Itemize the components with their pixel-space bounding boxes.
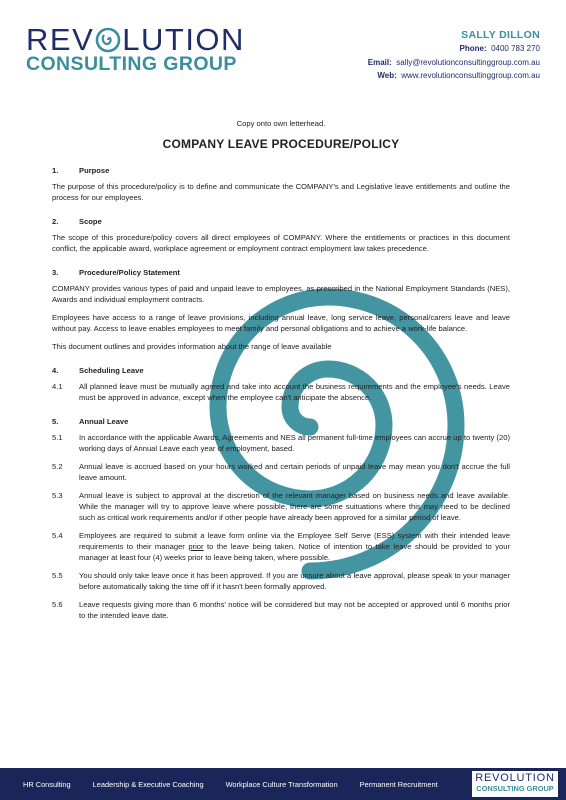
list-item: 5.5 You should only take leave once it has been approved. If you are unsure about a leave approval, please speak to your manager before automatically taking the time off if it hasn't been formally approved. bbox=[52, 571, 510, 591]
scope-text: The scope of this procedure/policy covers all direct employees of COMPANY. Where the entitlements or practices in this document conflict, the applicable award, workplace agreement or employment contract employment law takes precedence. bbox=[52, 233, 510, 253]
list-item: 5.2 Annual leave is accrued based on your hours worked and certain periods of unpaid leave may mean you don't accrue the full leave amount. bbox=[52, 462, 510, 482]
footer-bar bbox=[0, 768, 566, 800]
list-item: 5.1 In accordance with the applicable Awards, Agreements and NES all permanent full-time employees can accrue up to twenty (20) working days of Annual Leave each year of employment, based. bbox=[52, 433, 510, 453]
page-title: COMPANY LEAVE PROCEDURE/POLICY bbox=[162, 137, 400, 151]
section-heading-scheduling: 4. Scheduling Leave bbox=[52, 366, 144, 375]
footer-link-recruitment[interactable]: Permanent Recruitment bbox=[359, 779, 438, 789]
contact-block bbox=[368, 28, 540, 83]
contact-name: SALLY DILLON bbox=[461, 29, 540, 41]
statement-paragraph: Employees have access to a range of leave provisions, including annual leave, long service leave, personal/carers leave and leave without pay. Access to leave enables employees to meet family and personal obligations and to achieve a work-life balance. bbox=[52, 313, 510, 333]
company-logo bbox=[26, 22, 245, 75]
document-body bbox=[52, 118, 510, 628]
footer-logo bbox=[472, 771, 558, 797]
logo-subtitle: CONSULTING GROUP bbox=[26, 53, 237, 75]
purpose-text: The purpose of this procedure/policy is to define and communicate the COMPANY's and Legislative leave entitlements and outline the process for our employees. bbox=[52, 182, 510, 202]
letterhead-note: Copy onto own letterhead. bbox=[236, 119, 326, 128]
section-heading-purpose: 1. Purpose bbox=[52, 166, 110, 175]
footer-services bbox=[23, 768, 460, 800]
section-heading-annual-leave: 5. Annual Leave bbox=[52, 417, 129, 426]
section-heading-scope: 2. Scope bbox=[52, 217, 102, 226]
footer-logo-wordmark: REVOLUTION bbox=[475, 772, 555, 784]
statement-paragraph: This document outlines and provides information about the range of leave available bbox=[52, 342, 332, 351]
footer-link-coaching[interactable]: Leadership & Executive Coaching bbox=[92, 779, 204, 789]
section-heading-statement: 3. Procedure/Policy Statement bbox=[52, 268, 180, 277]
contact-web[interactable]: Web: www.revolutionconsultinggroup.com.au bbox=[377, 71, 540, 80]
statement-paragraph: COMPANY provides various types of paid and unpaid leave to employees, as prescribed in the National Employment Standards (NES), Awards and individual employment contracts. bbox=[52, 284, 510, 304]
logo-wordmark: REV LUTION bbox=[26, 22, 245, 57]
footer-logo-subtitle: CONSULTING GROUP bbox=[476, 784, 554, 793]
list-item: 4.1 All planned leave must be mutually agreed and take into account the business requirements and the employee's needs. Leave must be approved in advance, except when the employee can't anticipate the absence. bbox=[52, 382, 510, 402]
contact-email[interactable]: Email: sally@revolutionconsultinggroup.com.au bbox=[367, 57, 540, 67]
list-item: 5.6 Leave requests giving more than 6 months' notice will be considered but may not be accepted or approved until 6 months prior to the intended leave date. bbox=[52, 600, 510, 620]
list-item: 5.4 Employees are required to submit a leave form online via the Employee Self Serve (ESS) system with their intended leave requirements to their manager prior to the leave being taken. Notice of intention to take leave should be provided to your manager at least four (4) weeks prior to leave being taken, where possible. bbox=[52, 531, 510, 562]
footer-link-culture[interactable]: Workplace Culture Transformation bbox=[225, 779, 338, 789]
contact-phone: Phone: 0400 783 270 bbox=[459, 44, 540, 53]
list-item: 5.3 Annual leave is subject to approval at the discretion of the relevant manager based on business needs and leave available. While the manager will try to approve leave where possible, there are some suituations where this may need to be declined such as critical work requirements and/or if other people have already been approved for a similar period of leave. bbox=[52, 491, 510, 522]
logo-spiral-icon bbox=[95, 27, 121, 53]
footer-link-hr[interactable]: HR Consulting bbox=[23, 779, 71, 789]
